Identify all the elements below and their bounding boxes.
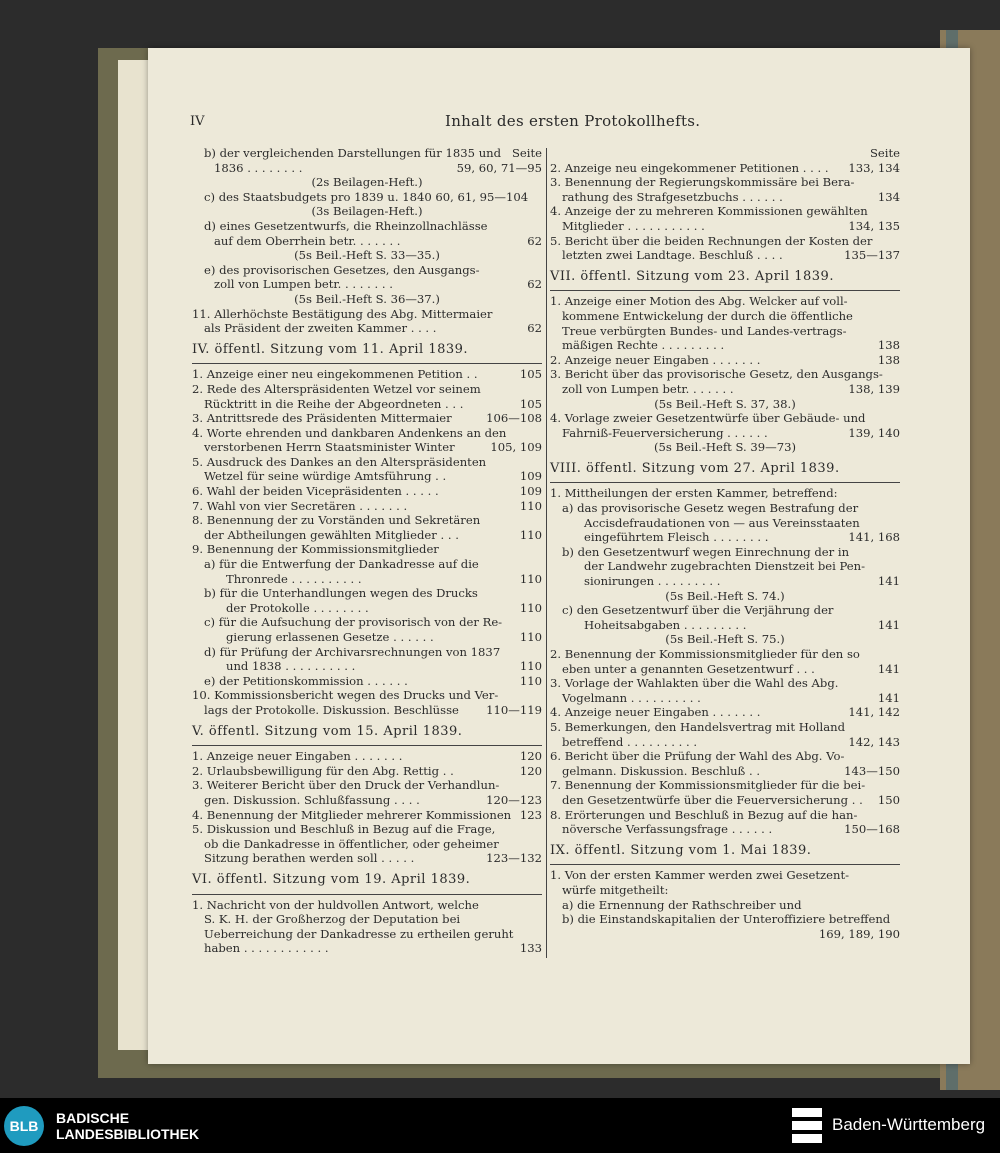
toc-entry-page: 138 — [877, 338, 900, 353]
supplement-reference: (5s Beil.-Heft S. 36—37.) — [294, 291, 440, 306]
supplement-reference: (5s Beil.-Heft S. 33—35.) — [294, 248, 440, 263]
toc-entry-page: 123—132 — [486, 851, 542, 866]
toc-entry-text: 2. Rede des Alterspräsidenten Wetzel vor seinem — [192, 381, 481, 396]
toc-entry — [550, 898, 900, 913]
toc-entry-text: 4. Worte ehrenden und dankbaren Andenkens an den — [192, 425, 507, 440]
toc-entry-text: rathung des Strafgesetzbuchs . . . . . . — [562, 189, 783, 204]
toc-entry — [192, 703, 542, 718]
toc-entry-page: 150—168 — [844, 822, 900, 837]
section-rule — [192, 894, 542, 895]
toc-entry-page: 62 — [527, 277, 542, 292]
toc-entry-page: 62 — [527, 321, 542, 336]
toc-entry-text: 1. Anzeige einer Motion des Abg. Welcker auf voll- — [550, 294, 848, 309]
toc-entry — [192, 161, 542, 176]
toc-entry-page: 134 — [877, 189, 900, 204]
toc-entry-text: gen. Diskussion. Schlußfassung . . . . — [204, 792, 420, 807]
toc-entry — [192, 513, 542, 528]
toc-entry — [192, 778, 542, 793]
toc-entry-page: 142, 143 — [848, 734, 900, 749]
toc-entry — [192, 367, 542, 382]
toc-entry-page: 105 — [519, 396, 542, 411]
toc-entry-text: haben . . . . . . . . . . . . — [204, 941, 329, 956]
toc-entry-page: 141 — [877, 690, 900, 705]
toc-entry-text: 5. Bericht über die beiden Rechnungen der Kosten der — [550, 233, 873, 248]
toc-entry — [550, 234, 900, 249]
toc-entry-text: 8. Benennung der zu Vorständen und Sekretären — [192, 513, 481, 528]
toc-entry-page: 141 — [877, 574, 900, 589]
session-heading: IX. öffentl. Sitzung vom 1. Mai 1839. — [550, 842, 812, 858]
toc-entry-text: c) für die Aufsuchung der provisorisch von der Re- — [204, 615, 503, 630]
toc-entry-text: 2. Anzeige neuer Eingaben . . . . . . . — [550, 352, 761, 367]
toc-entry — [550, 618, 900, 633]
toc-entry — [550, 190, 900, 205]
blb-logo-text[interactable] — [56, 1110, 199, 1142]
toc-entry — [550, 516, 900, 531]
toc-entry — [550, 248, 900, 263]
supplement-reference: (5s Beil.-Heft S. 37, 38.) — [654, 396, 796, 411]
supplement-reference: (5s Beil.-Heft S. 75.) — [665, 632, 785, 647]
toc-entry — [550, 574, 900, 589]
supplement-reference: (5s Beil.-Heft S. 74.) — [665, 588, 785, 603]
toc-entry-text: 3. Benennung der Regierungskommissäre bei Bera- — [550, 175, 855, 190]
toc-entry-text: 3. Bericht über das provisorische Gesetz, den Ausgangs- — [550, 367, 883, 382]
bw-lions-icon — [790, 1106, 824, 1146]
toc-entry — [192, 688, 542, 703]
supplement-reference: (2s Beilagen-Heft.) — [311, 175, 423, 190]
toc-entry-page: 143—150 — [844, 763, 900, 778]
toc-entry-text: b) für die Unterhandlungen wegen des Drucks — [204, 586, 478, 601]
toc-entry-page: 110 — [519, 600, 542, 615]
toc-entry-text: sionirungen . . . . . . . . . — [584, 574, 721, 589]
toc-entry-text: 2. Urlaubsbewilligung für den Abg. Rettig . . — [192, 763, 454, 778]
bw-logo-text[interactable]: Baden-Württemberg — [832, 1115, 986, 1134]
toc-entry-text: Treue verbürgten Bundes- und Landes-vertrags- — [562, 323, 847, 338]
toc-entry-text: ob die Dankadresse in öffentlicher, oder geheimer — [204, 836, 499, 851]
toc-entry-page: 110 — [519, 659, 542, 674]
toc-entry-page: 133 — [519, 941, 542, 956]
toc-entry — [192, 941, 542, 956]
toc-entry — [192, 382, 542, 397]
toc-entry — [550, 868, 900, 883]
toc-entry-page: 106—108 — [486, 411, 542, 426]
toc-entry — [550, 309, 900, 324]
toc-entry-text: 5. Diskussion und Beschluß in Bezug auf die Frage, — [192, 822, 496, 837]
toc-entry-text: a) für die Entwerfung der Dankadresse auf die — [204, 557, 479, 572]
toc-entry-page: 59, 60, 71—95 — [456, 160, 542, 175]
toc-entry — [550, 219, 900, 234]
toc-entry-text: Ueberreichung der Dankadresse zu ertheilen geruht — [204, 926, 514, 941]
right-aligned-label: 169, 189, 190 — [818, 926, 900, 941]
toc-entry — [550, 530, 900, 545]
toc-entry-text: zoll von Lumpen betr. . . . . . . — [562, 381, 734, 396]
toc-entry-text: verstorbenen Herrn Staatsminister Winter — [204, 440, 455, 455]
session-heading: VIII. öffentl. Sitzung vom 27. April 1839. — [550, 460, 840, 476]
toc-entry-text: 4. Anzeige neuer Eingaben . . . . . . . — [550, 705, 761, 720]
toc-entry — [192, 321, 542, 336]
toc-right-column — [550, 146, 900, 941]
toc-entry — [550, 367, 900, 382]
toc-entry-text: 11. Allerhöchste Bestätigung des Abg. Mittermaier — [192, 306, 493, 321]
toc-entry — [550, 559, 900, 574]
toc-entry — [192, 764, 542, 779]
toc-entry-text: 7. Wahl von vier Secretären . . . . . . . — [192, 498, 408, 513]
toc-entry-text: der Protokolle . . . . . . . . — [226, 600, 369, 615]
toc-entry-text: den Gesetzentwürfe über die Feuerversicherung . . — [562, 792, 863, 807]
toc-entry-text: 1. Anzeige neuer Eingaben . . . . . . . — [192, 749, 403, 764]
toc-entry-page: 120 — [519, 763, 542, 778]
session-heading: VI. öffentl. Sitzung vom 19. April 1839. — [192, 871, 471, 887]
toc-entry-text: kommene Entwickelung der durch die öffentliche — [562, 308, 853, 323]
toc-entry-text: 3. Weiterer Bericht über den Druck der Verhandlun- — [192, 778, 500, 793]
toc-entry — [192, 307, 542, 322]
toc-entry — [192, 674, 542, 689]
toc-entry — [550, 822, 900, 837]
toc-entry-text: 3. Antrittsrede des Präsidenten Mittermaier — [192, 411, 452, 426]
blb-logo-badge[interactable]: BLB — [4, 1106, 44, 1146]
toc-entry — [550, 411, 900, 426]
toc-entry — [550, 382, 900, 397]
toc-entry-page: 105, 109 — [490, 440, 542, 455]
toc-entry — [192, 397, 542, 412]
toc-entry — [550, 353, 900, 368]
toc-entry — [550, 486, 900, 501]
toc-left-column — [192, 146, 542, 956]
toc-entry — [550, 426, 900, 441]
toc-entry-page: 141 — [877, 617, 900, 632]
toc-entry — [192, 586, 542, 601]
toc-entry-text: Accisdefraudationen von — aus Vereinsstaaten — [584, 515, 860, 530]
toc-entry-text: 9. Benennung der Kommissionsmitglieder — [192, 542, 439, 557]
toc-entry-page: 110—119 — [486, 702, 542, 717]
toc-entry-text: Hoheitsabgaben . . . . . . . . . — [584, 617, 747, 632]
toc-entry-text: Rücktritt in die Reihe der Abgeordneten . . . — [204, 396, 464, 411]
toc-entry — [550, 647, 900, 662]
toc-entry-text: würfe mitgetheilt: — [562, 882, 669, 897]
toc-entry — [192, 484, 542, 499]
column-divider — [546, 148, 547, 958]
footer-bar — [0, 1098, 1000, 1153]
toc-entry — [192, 234, 542, 249]
toc-entry — [192, 455, 542, 470]
toc-entry-text: 5. Ausdruck des Dankes an den Alterspräsidenten — [192, 454, 487, 469]
toc-entry-text: eingeführtem Fleisch . . . . . . . . — [584, 530, 769, 545]
toc-entry — [192, 572, 542, 587]
toc-entry — [550, 778, 900, 793]
page-number: IV — [190, 114, 205, 129]
toc-entry — [192, 749, 542, 764]
section-rule — [192, 745, 542, 746]
section-rule — [550, 864, 900, 865]
toc-entry-page: 123 — [519, 807, 542, 822]
toc-entry — [550, 501, 900, 516]
toc-entry — [192, 630, 542, 645]
page-header: Inhalt des ersten Protokollhefts. — [445, 112, 701, 130]
toc-entry-page: Seite — [511, 146, 542, 160]
toc-entry-text: 1. Mittheilungen der ersten Kammer, betreffend: — [550, 486, 838, 501]
toc-entry-page: 141, 168 — [848, 530, 900, 545]
toc-entry-text: und 1838 . . . . . . . . . . — [226, 659, 356, 674]
toc-entry-page: 109 — [519, 484, 542, 499]
toc-entry — [192, 469, 542, 484]
toc-entry — [550, 175, 900, 190]
toc-entry — [550, 603, 900, 618]
toc-entry — [550, 338, 900, 353]
toc-entry-text: e) der Petitionskommission . . . . . . — [204, 673, 408, 688]
toc-entry-text: letzten zwei Landtage. Beschluß . . . . — [562, 248, 783, 263]
toc-entry-text: gelmann. Diskussion. Beschluß . . — [562, 763, 761, 778]
toc-entry-page: 120 — [519, 749, 542, 764]
toc-entry — [550, 720, 900, 735]
toc-entry-text: der Landwehr zugebrachten Dienstzeit bei Pen- — [584, 559, 866, 574]
toc-entry-text: 6. Bericht über die Prüfung der Wahl des Abg. Vo- — [550, 749, 845, 764]
toc-entry — [192, 615, 542, 630]
toc-entry-text: betreffend . . . . . . . . . . — [562, 734, 698, 749]
toc-entry — [550, 324, 900, 339]
toc-entry-text: b) den Gesetzentwurf wegen Einrechnung der in — [562, 544, 850, 559]
toc-entry-text: als Präsident der zweiten Kammer . . . . — [204, 321, 437, 336]
toc-entry-text: Thronrede . . . . . . . . . . — [226, 571, 362, 586]
toc-entry — [192, 601, 542, 616]
toc-entry-text: 1836 . . . . . . . . — [214, 160, 303, 175]
section-rule — [550, 290, 900, 291]
toc-entry-text: 2. Anzeige neu eingekommener Petitionen . . . . — [550, 160, 829, 175]
toc-entry-text: 10. Kommissionsbericht wegen des Drucks und Ver- — [192, 688, 499, 703]
toc-entry-text: der Abtheilungen gewählten Mitglieder . . . — [204, 527, 459, 542]
toc-entry-page: 110 — [519, 571, 542, 586]
toc-entry-page: 141, 142 — [848, 705, 900, 720]
toc-entry — [192, 277, 542, 292]
toc-entry-text: b) der vergleichenden Darstellungen für 1835 und — [204, 146, 502, 160]
toc-entry-page: 110 — [519, 630, 542, 644]
toc-entry — [192, 851, 542, 866]
toc-entry — [550, 749, 900, 764]
section-rule — [192, 363, 542, 364]
toc-entry-page: 138 — [877, 352, 900, 367]
toc-entry-text: c) des Staatsbudgets pro 1839 u. 1840 60, 61, 95—104 — [204, 189, 529, 204]
toc-entry — [550, 691, 900, 706]
toc-entry — [192, 542, 542, 557]
toc-entry — [192, 898, 542, 913]
toc-entry-page: 110 — [519, 498, 542, 513]
toc-entry-page: 62 — [527, 233, 542, 248]
toc-entry-page: 105 — [519, 367, 542, 382]
toc-entry — [550, 735, 900, 750]
toc-entry — [192, 263, 542, 278]
toc-entry — [192, 528, 542, 543]
toc-entry-text: gierung erlassenen Gesetze . . . . . . — [226, 630, 434, 644]
toc-entry — [192, 912, 542, 927]
blb-line2: LANDESBIBLIOTHEK — [56, 1126, 200, 1142]
toc-entry-text: lags der Protokolle. Diskussion. Beschlüsse — [204, 702, 459, 717]
toc-entry-page: 139, 140 — [848, 425, 900, 440]
toc-entry — [550, 808, 900, 823]
toc-entry — [192, 808, 542, 823]
toc-entry-text: Vogelmann . . . . . . . . . . — [562, 690, 701, 705]
underlying-leaf — [118, 60, 148, 1050]
toc-entry-text: 8. Erörterungen und Beschluß in Bezug auf die han- — [550, 807, 858, 822]
toc-entry-text: d) eines Gesetzentwurfs, die Rheinzollnachlässe — [204, 218, 488, 233]
toc-entry — [550, 676, 900, 691]
right-aligned-label: Seite — [869, 146, 900, 160]
toc-entry — [550, 883, 900, 898]
toc-entry-page: 138, 139 — [848, 381, 900, 396]
toc-entry — [192, 190, 542, 205]
toc-entry-text: 6. Wahl der beiden Vicepräsidenten . . . . . — [192, 484, 439, 499]
toc-entry — [192, 219, 542, 234]
toc-entry-text: 1. Von der ersten Kammer werden zwei Gesetzent- — [550, 868, 850, 883]
toc-entry-page: 135—137 — [844, 248, 900, 263]
toc-entry-text: e) des provisorischen Gesetzes, den Ausgangs- — [204, 262, 480, 277]
toc-entry-text: b) die Einstandskapitalien der Unteroffiziere betreffend — [562, 912, 891, 927]
toc-entry — [192, 793, 542, 808]
toc-entry — [550, 793, 900, 808]
toc-entry — [550, 545, 900, 560]
toc-entry-text: S. K. H. der Großherzog der Deputation bei — [204, 912, 461, 927]
toc-entry — [192, 440, 542, 455]
toc-entry — [192, 557, 542, 572]
toc-entry-text: auf dem Oberrhein betr. . . . . . . — [214, 233, 401, 248]
toc-entry-text: 2. Benennung der Kommissionsmitglieder für den so — [550, 647, 860, 661]
toc-entry-text: 3. Vorlage der Wahlakten über die Wahl des Abg. — [550, 676, 839, 691]
toc-entry — [192, 645, 542, 660]
toc-entry-page: 110 — [519, 673, 542, 688]
toc-entry-text: c) den Gesetzentwurf über die Verjährung der — [562, 603, 834, 618]
toc-entry-text: 4. Anzeige der zu mehreren Kommissionen gewählten — [550, 204, 868, 219]
toc-entry-text: mäßigen Rechte . . . . . . . . . — [562, 338, 725, 353]
toc-entry — [550, 912, 900, 927]
session-heading: IV. öffentl. Sitzung vom 11. April 1839. — [192, 341, 469, 357]
toc-entry-text: 5. Bemerkungen, den Handelsvertrag mit Holland — [550, 719, 845, 734]
toc-entry-text: Fahrniß-Feuerversicherung . . . . . . — [562, 425, 768, 440]
session-heading: VII. öffentl. Sitzung vom 23. April 1839. — [550, 268, 834, 284]
toc-entry — [550, 662, 900, 677]
toc-entry-page: 109 — [519, 469, 542, 484]
toc-entry-page: 133, 134 — [848, 160, 900, 175]
supplement-reference: (3s Beilagen-Heft.) — [311, 204, 423, 219]
toc-entry-page: 120—123 — [486, 792, 542, 807]
toc-entry-text: 1. Nachricht von der huldvollen Antwort, welche — [192, 897, 479, 912]
toc-entry — [550, 764, 900, 779]
toc-entry — [192, 426, 542, 441]
toc-entry-text: Wetzel für seine würdige Amtsführung . . — [204, 469, 447, 484]
toc-entry — [192, 927, 542, 942]
toc-entry — [550, 161, 900, 176]
blb-line1: BADISCHE — [56, 1110, 130, 1126]
toc-entry — [192, 659, 542, 674]
toc-entry-text: 4. Benennung der Mitglieder mehrerer Kommissionen — [192, 807, 512, 822]
toc-entry-text: 4. Vorlage zweier Gesetzentwürfe über Gebäude- und — [550, 411, 866, 426]
toc-entry-page: 110 — [519, 527, 542, 542]
toc-entry-text: Sitzung berathen werden soll . . . . . — [204, 851, 415, 866]
toc-entry-text: zoll von Lumpen betr. . . . . . . . — [214, 277, 393, 292]
toc-entry-text: Mitglieder . . . . . . . . . . . — [562, 218, 705, 233]
toc-entry-page: 134, 135 — [848, 218, 900, 233]
toc-entry-text: a) das provisorische Gesetz wegen Bestrafung der — [562, 501, 859, 516]
toc-entry-text: 1. Anzeige einer neu eingekommenen Petition . . — [192, 367, 478, 382]
session-heading: V. öffentl. Sitzung vom 15. April 1839. — [192, 723, 463, 739]
toc-entry — [192, 499, 542, 514]
toc-entry-page: 150 — [877, 792, 900, 807]
toc-entry-page: 141 — [877, 661, 900, 676]
toc-entry — [550, 705, 900, 720]
section-rule — [550, 482, 900, 483]
toc-entry — [192, 411, 542, 426]
supplement-reference: (5s Beil.-Heft S. 39—73) — [653, 440, 797, 455]
toc-entry-text: növersche Verfassungsfrage . . . . . . — [562, 822, 773, 837]
toc-entry — [192, 822, 542, 837]
toc-entry-text: 7. Benennung der Kommissionsmitglieder für die bei- — [550, 778, 866, 793]
toc-entry-text: eben unter a genannten Gesetzentwurf . . . — [562, 661, 815, 676]
toc-entry — [550, 204, 900, 219]
toc-entry-text: d) für Prüfung der Archivarsrechnungen von 1837 — [204, 644, 501, 659]
toc-entry-text: a) die Ernennung der Rathschreiber und — [562, 897, 802, 912]
toc-entry — [550, 294, 900, 309]
toc-entry — [192, 146, 542, 161]
toc-entry — [192, 837, 542, 852]
